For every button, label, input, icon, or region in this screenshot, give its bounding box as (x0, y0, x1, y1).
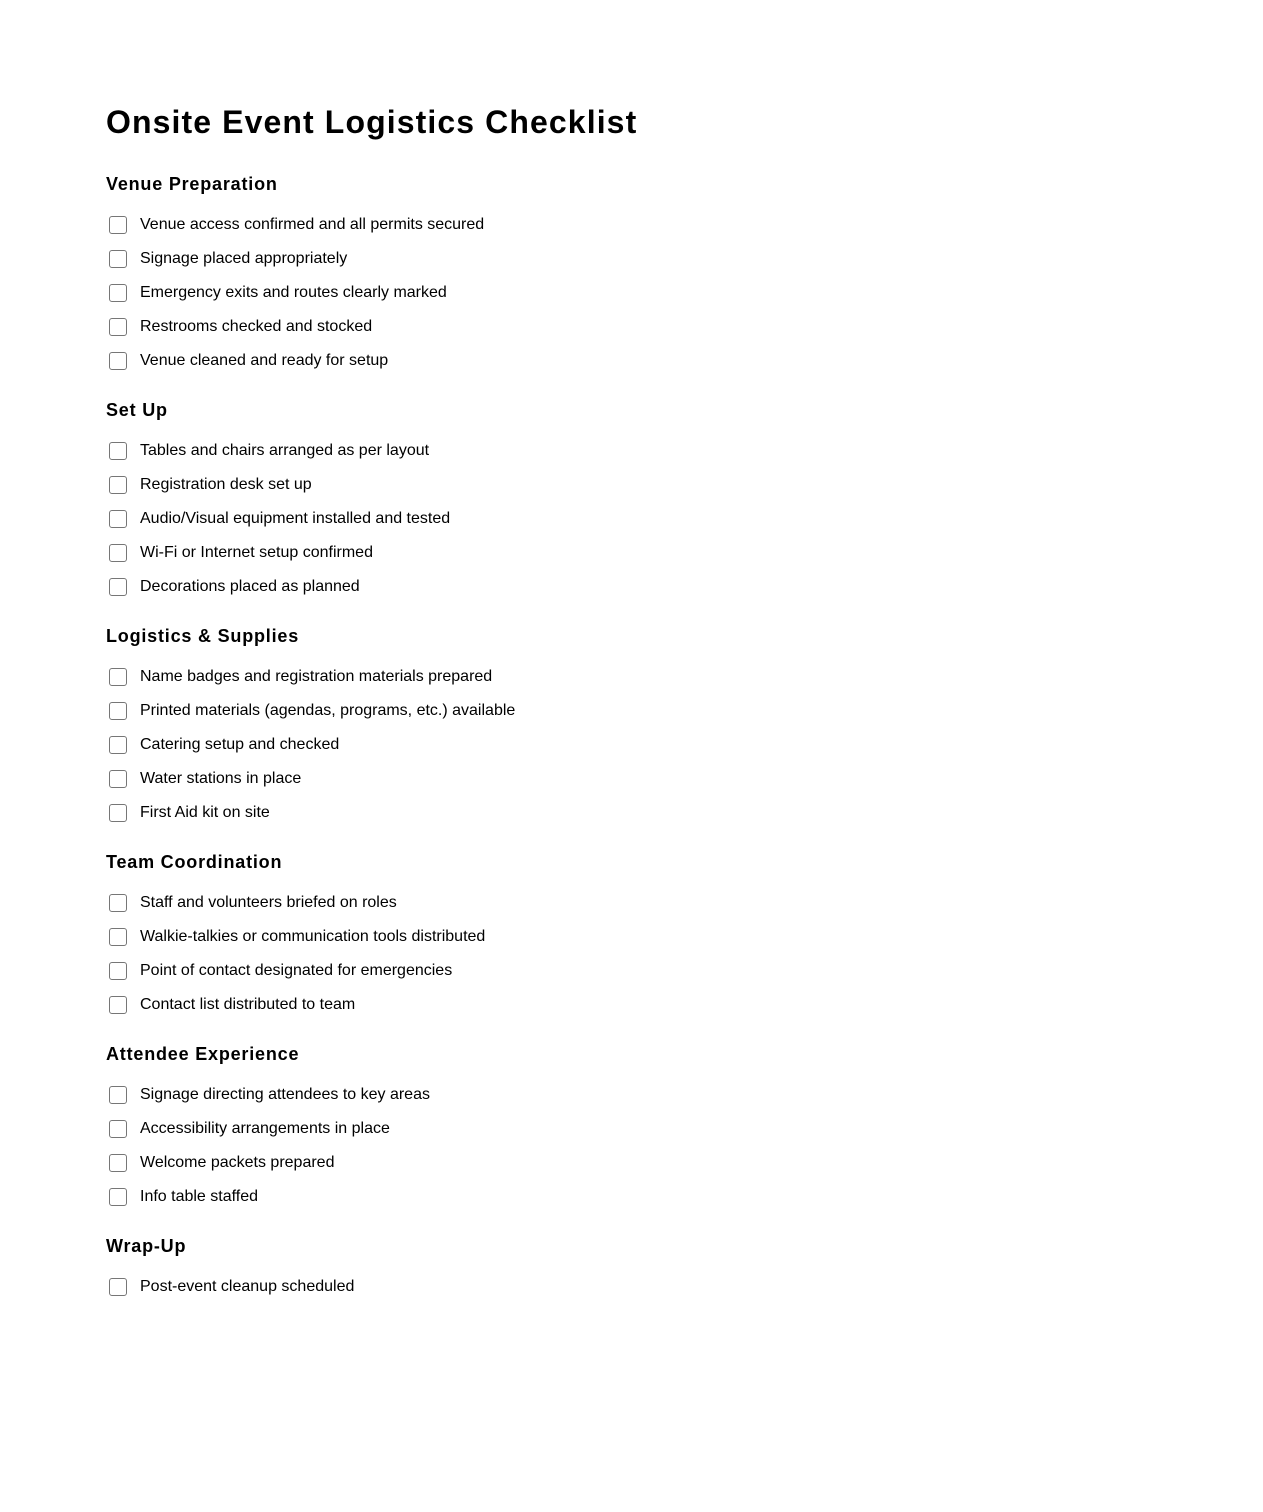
checkbox[interactable] (109, 442, 127, 460)
checkbox[interactable] (109, 544, 127, 562)
checkbox[interactable] (109, 702, 127, 720)
checkbox[interactable] (109, 996, 127, 1014)
checkbox[interactable] (109, 216, 127, 234)
section-title: Set Up (106, 400, 168, 420)
checklist-item[interactable] (106, 1270, 354, 1304)
item-label: Emergency exits and routes clearly marked (140, 284, 447, 301)
checklist-item[interactable] (106, 344, 484, 378)
item-label: Audio/Visual equipment installed and tested (140, 510, 451, 527)
checklist-item[interactable] (106, 1146, 430, 1180)
item-label: Venue access confirmed and all permits secured (140, 216, 485, 233)
checklist-item[interactable] (106, 468, 450, 502)
checklist (106, 886, 485, 1022)
item-label: Restrooms checked and stocked (140, 318, 373, 335)
checkbox[interactable] (109, 284, 127, 302)
item-label: Registration desk set up (140, 476, 312, 493)
section-venue-preparation (106, 173, 484, 378)
item-label: Post-event cleanup scheduled (140, 1278, 355, 1295)
checkbox[interactable] (109, 894, 127, 912)
checkbox[interactable] (109, 804, 127, 822)
checkbox[interactable] (109, 1278, 127, 1296)
checklist (106, 208, 484, 378)
item-label: Decorations placed as planned (140, 578, 360, 595)
item-label: Contact list distributed to team (140, 996, 356, 1013)
item-label: Info table staffed (140, 1188, 259, 1205)
checklist-item[interactable] (106, 310, 484, 344)
checkbox[interactable] (109, 668, 127, 686)
checklist (106, 660, 515, 830)
section-set-up (106, 399, 450, 604)
section-title: Wrap-Up (106, 1236, 187, 1256)
checklist (106, 434, 450, 604)
checklist-item[interactable] (106, 1078, 430, 1112)
item-label: Venue cleaned and ready for setup (140, 352, 389, 369)
section-attendee-experience (106, 1043, 430, 1214)
checkbox[interactable] (109, 962, 127, 980)
item-label: First Aid kit on site (140, 804, 270, 821)
item-label: Wi-Fi or Internet setup confirmed (140, 544, 373, 561)
checklist-item[interactable] (106, 886, 485, 920)
item-label: Printed materials (agendas, programs, etc.) available (140, 702, 516, 719)
checklist-item[interactable] (106, 694, 515, 728)
checkbox[interactable] (109, 1188, 127, 1206)
item-label: Point of contact designated for emergencies (140, 962, 453, 979)
checklist-item[interactable] (106, 536, 450, 570)
checklist-item[interactable] (106, 276, 484, 310)
section-title: Venue Preparation (106, 174, 278, 194)
item-label: Walkie-talkies or communication tools distributed (140, 928, 486, 945)
checkbox[interactable] (109, 578, 127, 596)
checklist-item[interactable] (106, 660, 515, 694)
checkbox[interactable] (109, 1154, 127, 1172)
section-title: Logistics & Supplies (106, 626, 300, 646)
item-label: Accessibility arrangements in place (140, 1120, 390, 1137)
checklist (106, 1078, 430, 1214)
section-team-coordination (106, 851, 485, 1022)
checkbox[interactable] (109, 510, 127, 528)
checkbox[interactable] (109, 352, 127, 370)
section-title: Team Coordination (106, 852, 283, 872)
section-wrap-up (106, 1235, 354, 1304)
section-title: Attendee Experience (106, 1044, 300, 1064)
section-logistics-supplies (106, 625, 515, 830)
checklist-item[interactable] (106, 502, 450, 536)
checklist-item[interactable] (106, 1112, 430, 1146)
checkbox[interactable] (109, 250, 127, 268)
item-label: Water stations in place (140, 770, 302, 787)
page-title: Onsite Event Logistics Checklist (106, 104, 638, 140)
checkbox[interactable] (109, 770, 127, 788)
checklist-item[interactable] (106, 570, 450, 604)
item-label: Welcome packets prepared (140, 1154, 335, 1171)
item-label: Tables and chairs arranged as per layout (140, 442, 430, 459)
checkbox[interactable] (109, 1086, 127, 1104)
checklist-item[interactable] (106, 762, 515, 796)
checklist-item[interactable] (106, 988, 485, 1022)
item-label: Signage directing attendees to key areas (140, 1086, 430, 1103)
checklist-item[interactable] (106, 954, 485, 988)
checklist-item[interactable] (106, 728, 515, 762)
checkbox[interactable] (109, 736, 127, 754)
item-label: Staff and volunteers briefed on roles (140, 894, 397, 911)
item-label: Catering setup and checked (140, 736, 340, 753)
item-label: Name badges and registration materials prepared (140, 668, 493, 685)
checkbox[interactable] (109, 1120, 127, 1138)
item-label: Signage placed appropriately (140, 250, 348, 267)
checkbox[interactable] (109, 318, 127, 336)
checklist-item[interactable] (106, 208, 484, 242)
checkbox[interactable] (109, 928, 127, 946)
checklist-item[interactable] (106, 242, 484, 276)
checklist-item[interactable] (106, 1180, 430, 1214)
checklist-item[interactable] (106, 434, 450, 468)
checklist-item[interactable] (106, 796, 515, 830)
checklist-item[interactable] (106, 920, 485, 954)
checklist (106, 1270, 354, 1304)
checkbox[interactable] (109, 476, 127, 494)
